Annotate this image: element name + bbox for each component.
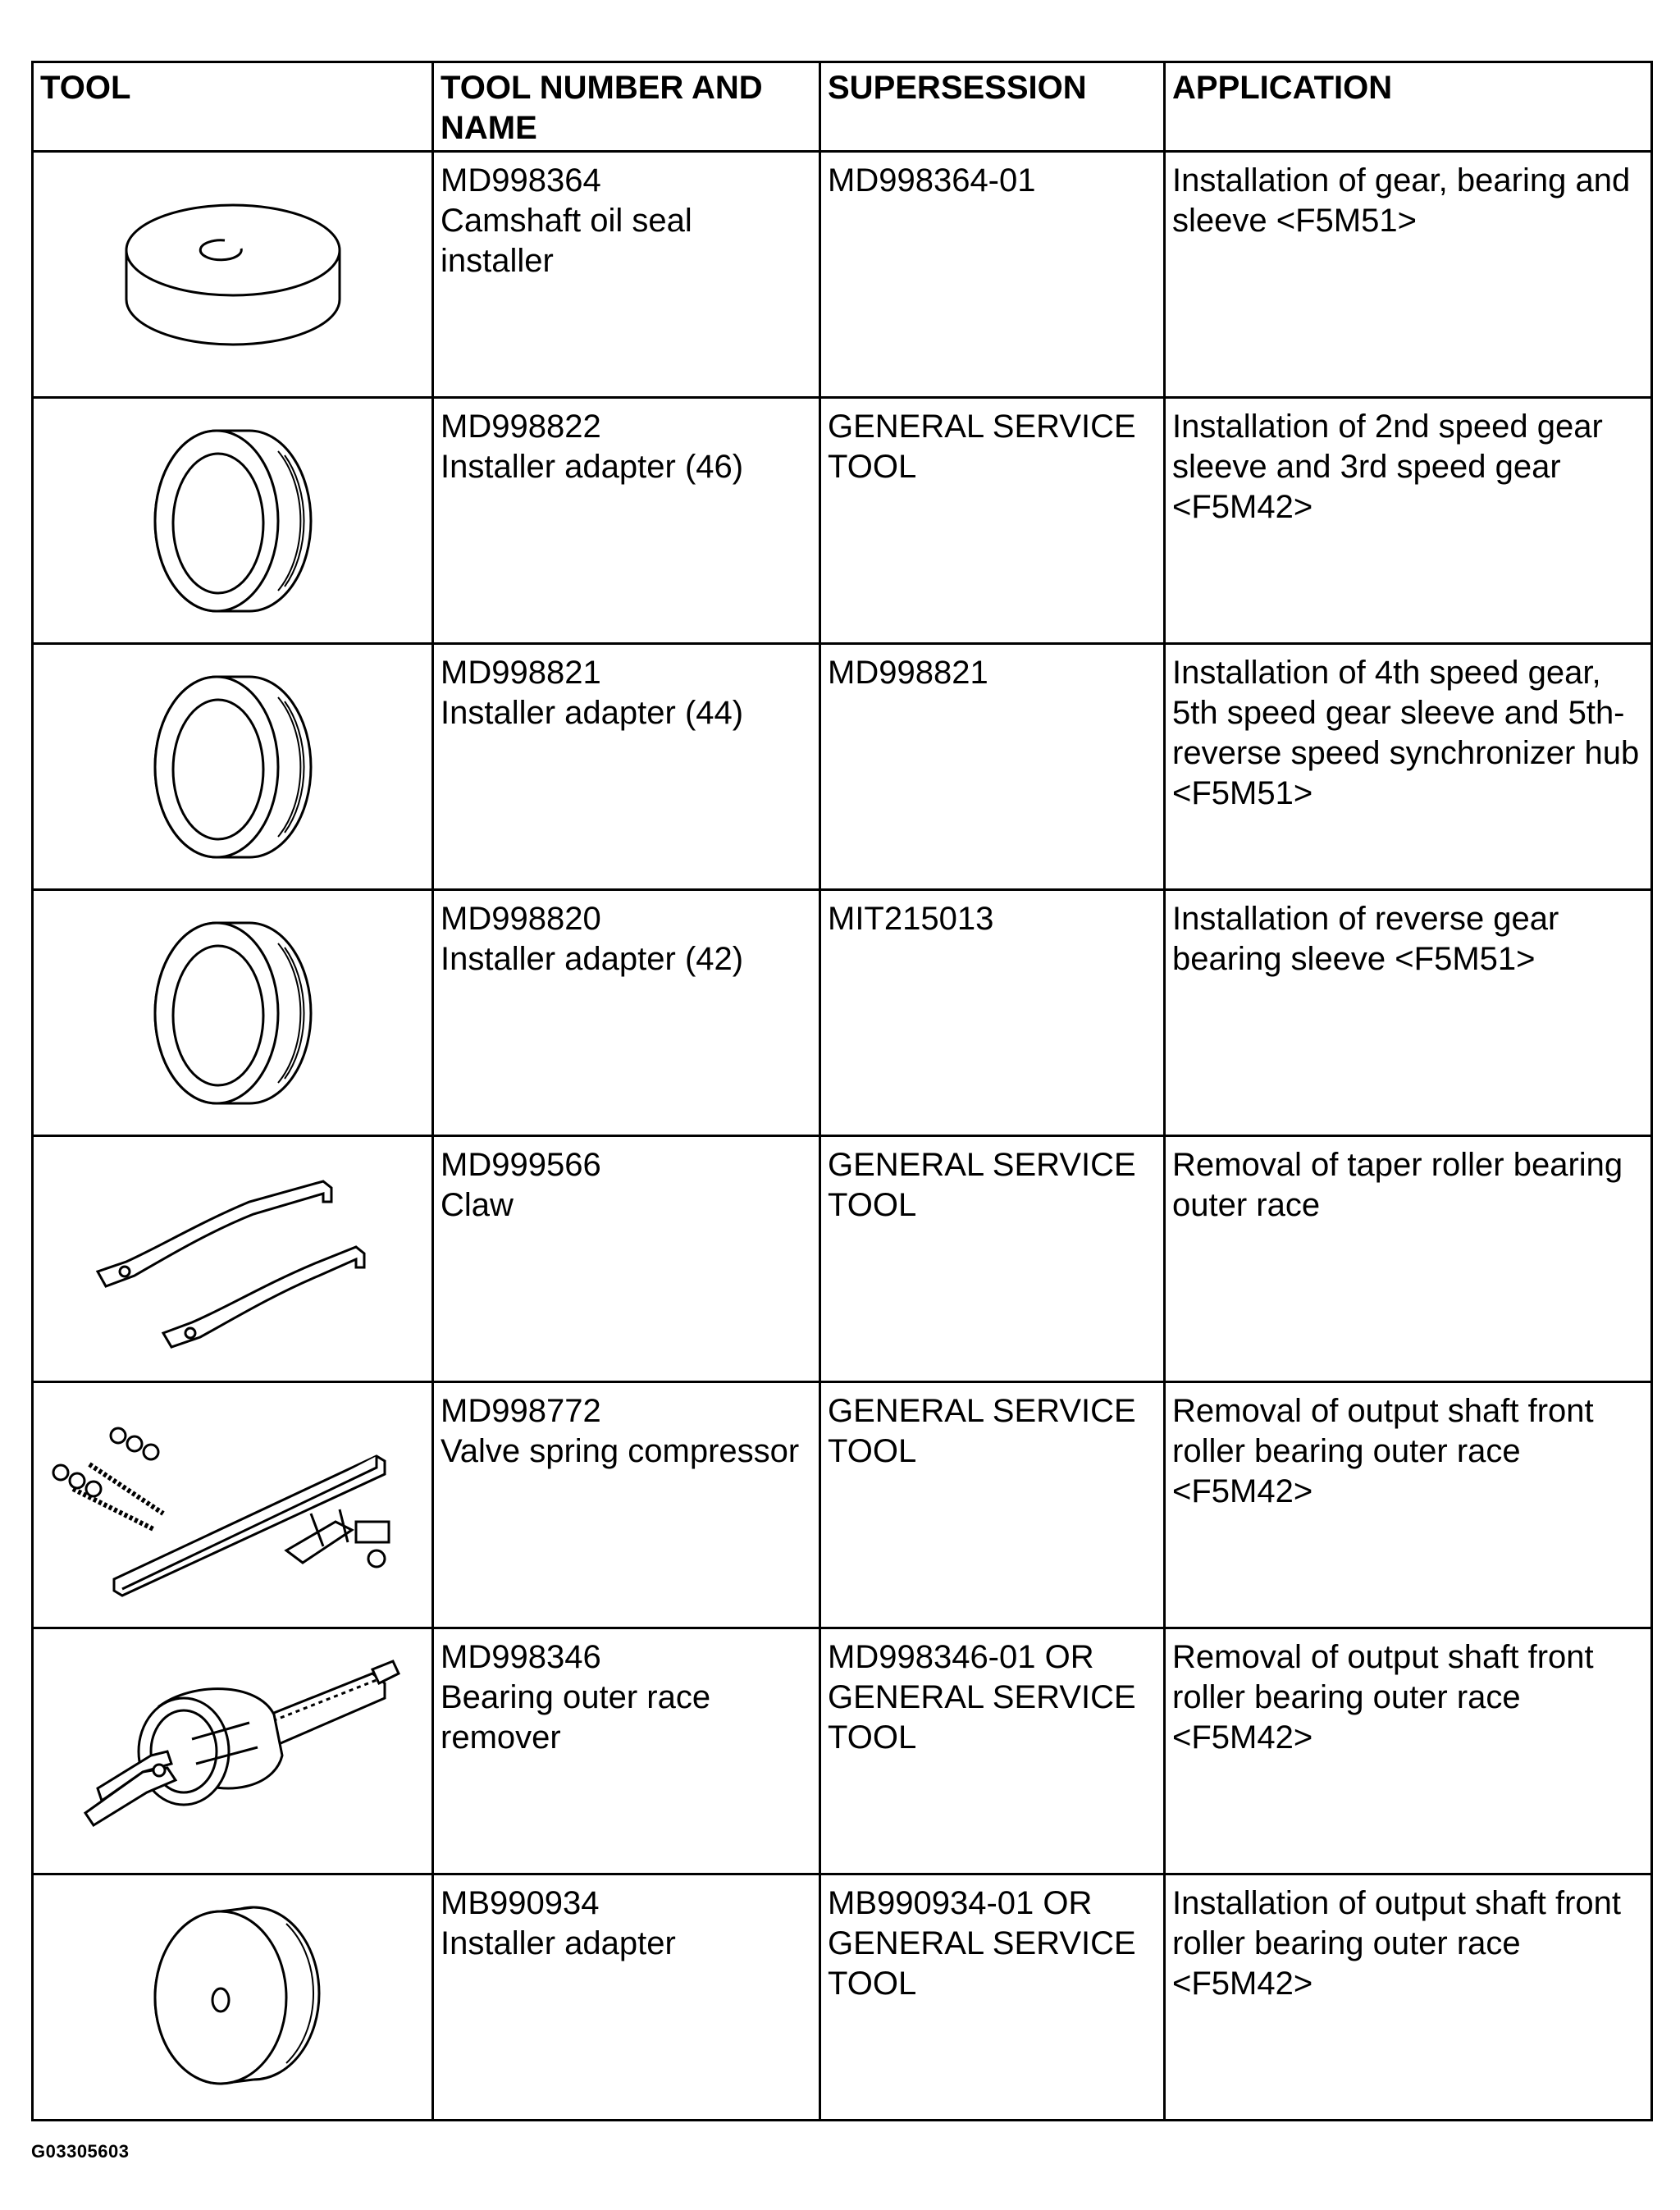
table-row <box>33 644 1652 890</box>
special-tools-table <box>31 61 1653 2121</box>
tool-name: Valve spring compressor <box>441 1433 800 1469</box>
tool-illustration-cell <box>33 398 433 644</box>
tool-number-name-cell <box>433 152 820 398</box>
tool-illustration-cell <box>33 1874 433 2121</box>
tool-illustration-cell <box>33 644 433 890</box>
valve-spring-compressor-icon <box>40 1407 426 1604</box>
table-row <box>33 1136 1652 1382</box>
ring-adapter-icon <box>126 911 340 1116</box>
figure-id: G03305603 <box>31 2141 130 2162</box>
tool-number: MD998346 <box>441 1639 601 1675</box>
tool-number: MD999566 <box>441 1147 601 1183</box>
tool-illustration-cell <box>33 1382 433 1628</box>
tool-number: MD998772 <box>441 1393 601 1429</box>
tool-illustration-cell <box>33 1628 433 1874</box>
claw-icon <box>85 1165 381 1354</box>
tool-name: Installer adapter (44) <box>441 695 744 731</box>
tool-number-name-cell <box>433 1874 820 2121</box>
tool-number: MD998821 <box>441 655 601 691</box>
cylinder-installer-icon <box>110 185 356 365</box>
ring-adapter-icon <box>126 418 340 623</box>
tool-name: Installer adapter (46) <box>441 449 744 485</box>
application-cell: Installation of 4th speed gear, 5th speed gear sleeve and 5th-reverse speed synchronizer hub <F5M51> <box>1165 644 1652 890</box>
supersession-cell: MD998346-01 OR GENERAL SERVICE TOOL <box>820 1628 1165 1874</box>
application-cell: Removal of output shaft front roller bearing outer race <F5M42> <box>1165 1382 1652 1628</box>
supersession-cell: GENERAL SERVICE TOOL <box>820 1382 1165 1628</box>
tool-name: Installer adapter (42) <box>441 941 744 977</box>
tool-number-name-cell <box>433 1628 820 1874</box>
header-tool-number-and-name: TOOL NUMBER AND NAME <box>433 62 820 152</box>
table-row <box>33 398 1652 644</box>
header-application: APPLICATION <box>1165 62 1652 152</box>
table-header-row <box>33 62 1652 152</box>
tool-number-name-cell <box>433 398 820 644</box>
supersession-cell: MIT215013 <box>820 890 1165 1136</box>
header-supersession: SUPERSESSION <box>820 62 1165 152</box>
special-tools-sheet <box>31 61 1650 2112</box>
header-tool: TOOL <box>33 62 433 152</box>
ring-adapter-icon <box>126 664 340 870</box>
supersession-cell: MD998821 <box>820 644 1165 890</box>
disc-adapter-icon <box>118 1895 348 2100</box>
table-row <box>33 1382 1652 1628</box>
application-cell: Removal of output shaft front roller bearing outer race <F5M42> <box>1165 1628 1652 1874</box>
table-row <box>33 1874 1652 2121</box>
application-cell: Installation of reverse gear bearing sleeve <F5M51> <box>1165 890 1652 1136</box>
tool-number: MD998822 <box>441 409 601 445</box>
tool-number-name-cell <box>433 1136 820 1382</box>
bearing-race-remover-icon <box>61 1649 405 1854</box>
supersession-cell: MD998364-01 <box>820 152 1165 398</box>
tool-name: Installer adapter <box>441 1925 676 1961</box>
tool-number: MB990934 <box>441 1885 600 1921</box>
tool-name: Camshaft oil seal installer <box>441 203 692 279</box>
table-row <box>33 152 1652 398</box>
application-cell: Removal of taper roller bearing outer race <box>1165 1136 1652 1382</box>
application-cell: Installation of 2nd speed gear sleeve and 3rd speed gear <F5M42> <box>1165 398 1652 644</box>
application-cell: Installation of gear, bearing and sleeve <F5M51> <box>1165 152 1652 398</box>
tool-number-name-cell <box>433 890 820 1136</box>
tool-number: MD998364 <box>441 162 601 199</box>
application-cell: Installation of output shaft front roller bearing outer race <F5M42> <box>1165 1874 1652 2121</box>
tool-number: MD998820 <box>441 901 601 937</box>
tool-illustration-cell <box>33 1136 433 1382</box>
tool-illustration-cell <box>33 890 433 1136</box>
table-row <box>33 1628 1652 1874</box>
tool-name: Bearing outer race remover <box>441 1679 711 1756</box>
table-row <box>33 890 1652 1136</box>
tool-number-name-cell <box>433 1382 820 1628</box>
supersession-cell: MB990934-01 OR GENERAL SERVICE TOOL <box>820 1874 1165 2121</box>
supersession-cell: GENERAL SERVICE TOOL <box>820 398 1165 644</box>
supersession-cell: GENERAL SERVICE TOOL <box>820 1136 1165 1382</box>
tool-name: Claw <box>441 1187 514 1223</box>
tool-illustration-cell <box>33 152 433 398</box>
tool-number-name-cell <box>433 644 820 890</box>
